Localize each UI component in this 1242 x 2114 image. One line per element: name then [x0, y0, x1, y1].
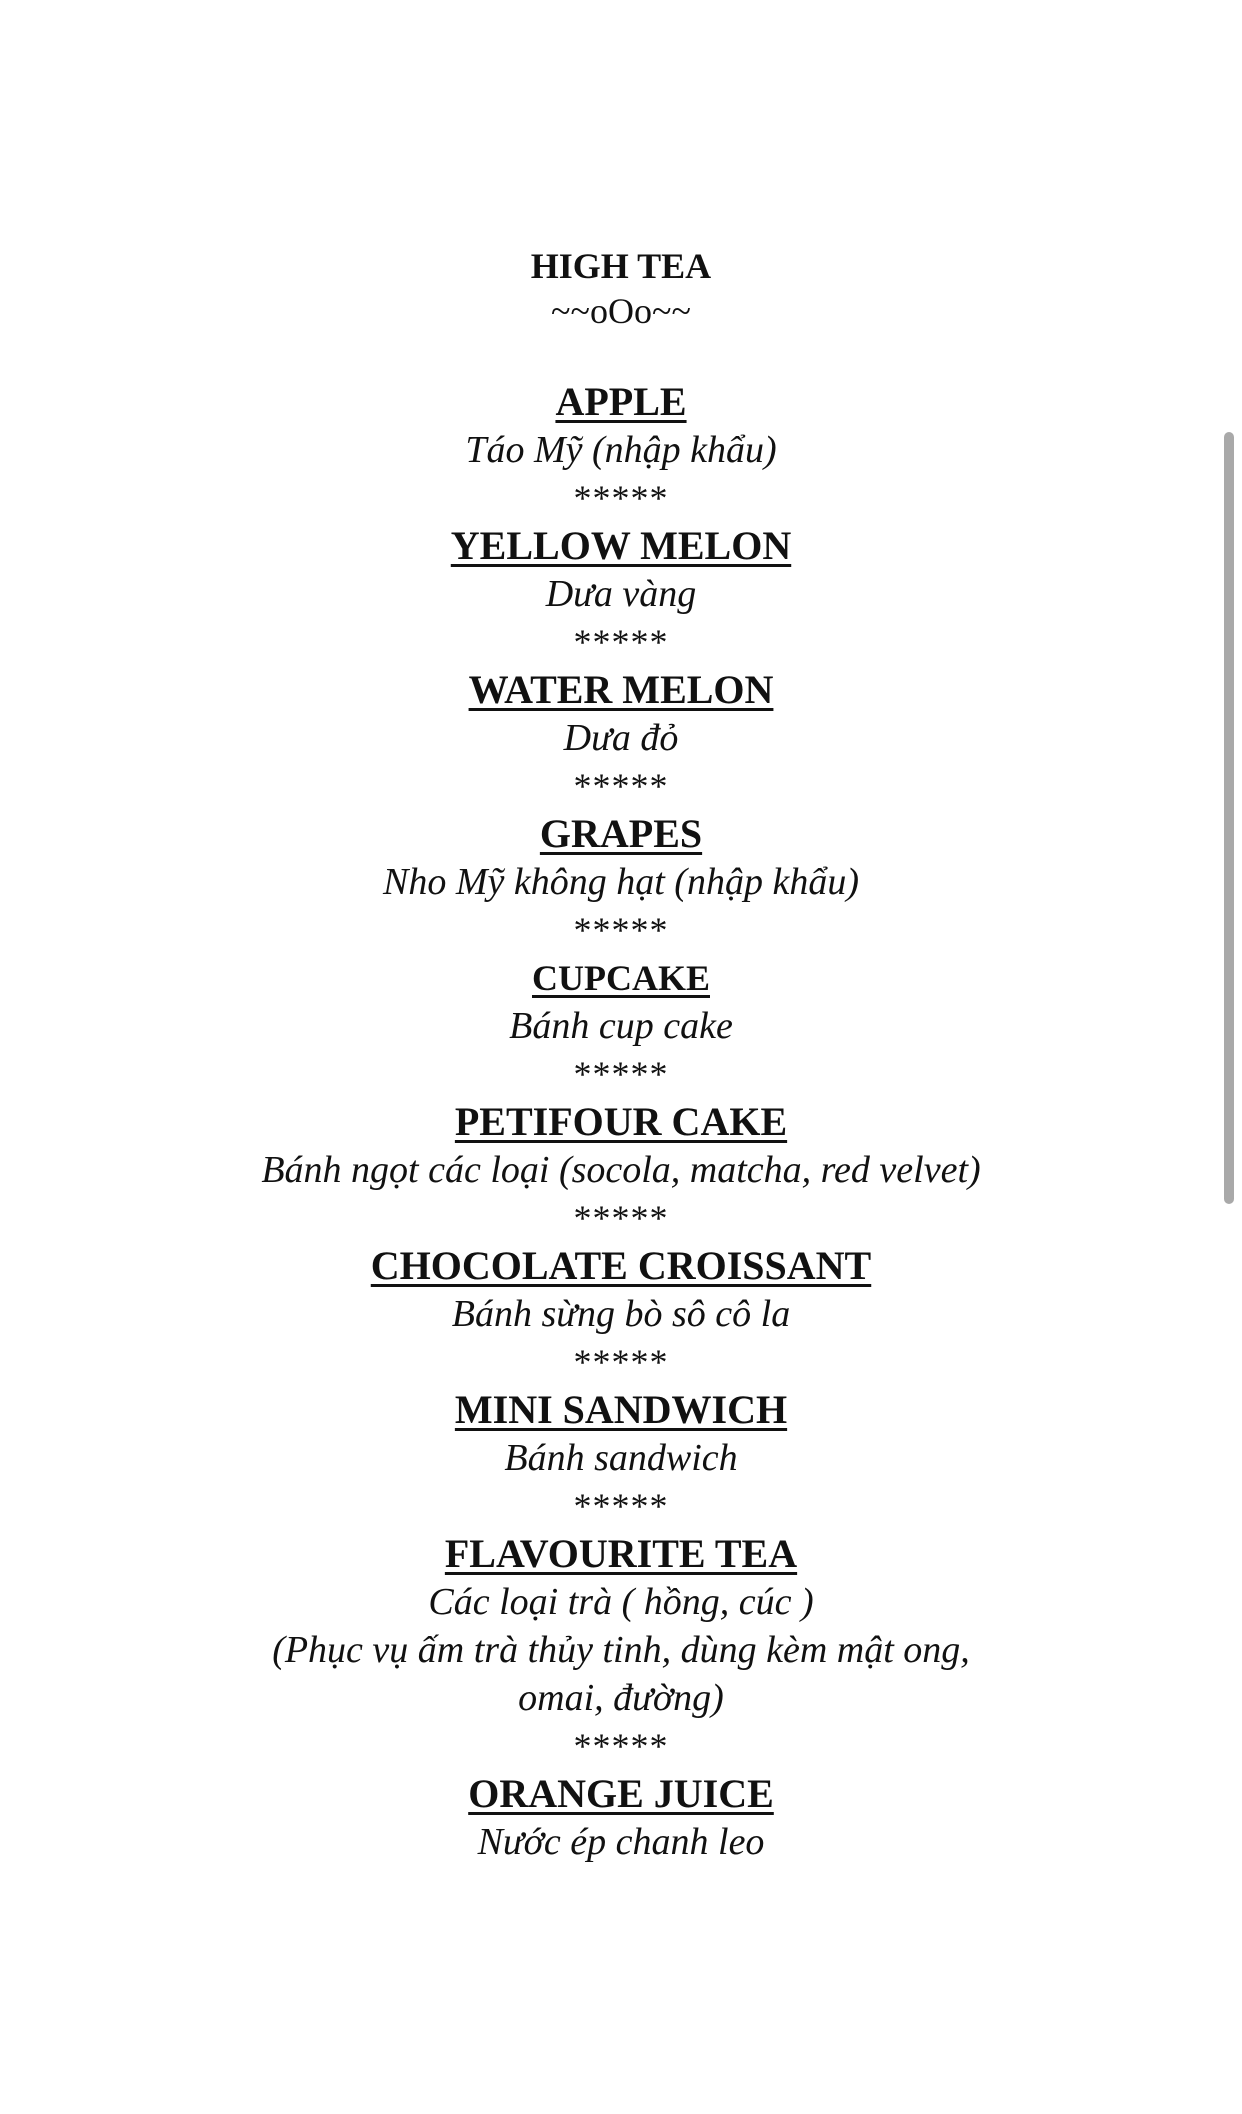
item-description: Táo Mỹ (nhập khẩu) [465, 429, 777, 471]
menu-item-yellow-melon [0, 522, 1242, 666]
menu-item-flavourite-tea [0, 1530, 1242, 1770]
menu-item-orange-juice [0, 1770, 1242, 1866]
item-separator: ***** [573, 1198, 669, 1238]
item-description: Bánh sừng bò sô cô la [451, 1293, 791, 1335]
item-name: MINI SANDWICH [454, 1387, 788, 1432]
item-separator: ***** [573, 766, 669, 806]
item-name: WATER MELON [468, 667, 774, 712]
item-description-note: omai, đường) [518, 1677, 724, 1719]
item-separator: ***** [573, 1342, 669, 1382]
menu-item-water-melon [0, 666, 1242, 810]
item-name: FLAVOURITE TEA [444, 1531, 798, 1576]
item-name: GRAPES [539, 811, 703, 856]
item-description: Bánh sandwich [504, 1437, 738, 1479]
item-separator: ***** [573, 622, 669, 662]
item-description: Nước ép chanh leo [477, 1821, 765, 1863]
item-description: Dưa đỏ [563, 717, 679, 759]
item-name: APPLE [555, 379, 687, 424]
menu-item-petifour-cake [0, 1098, 1242, 1242]
item-name: CHOCOLATE CROISSANT [370, 1243, 872, 1288]
item-separator: ***** [573, 1054, 669, 1094]
item-separator: ***** [573, 1486, 669, 1526]
menu-item-apple [0, 378, 1242, 522]
menu-item-cupcake [0, 954, 1242, 1098]
item-name: ORANGE JUICE [468, 1771, 774, 1816]
menu-list [0, 378, 1242, 1866]
item-name: YELLOW MELON [450, 523, 792, 568]
item-separator: ***** [573, 1726, 669, 1766]
item-description: Nho Mỹ không hạt (nhập khẩu) [383, 861, 859, 903]
item-description-note: (Phục vụ ấm trà thủy tinh, dùng kèm mật ong, [272, 1629, 970, 1671]
item-name: CUPCAKE [532, 958, 710, 998]
item-description: Bánh ngọt các loại (socola, matcha, red velvet) [261, 1149, 981, 1191]
title-ornament: ~~oOo~~ [551, 291, 691, 331]
item-description: Dưa vàng [545, 573, 697, 615]
menu-title: HIGH TEA [530, 246, 712, 286]
scrollbar[interactable] [1224, 432, 1234, 1204]
item-description: Bánh cup cake [509, 1005, 733, 1047]
item-separator: ***** [573, 910, 669, 950]
item-name: PETIFOUR CAKE [454, 1099, 788, 1144]
item-description: Các loại trà ( hồng, cúc ) [428, 1581, 814, 1623]
menu-item-chocolate-croissant [0, 1242, 1242, 1386]
menu-item-grapes [0, 810, 1242, 954]
menu-item-mini-sandwich [0, 1386, 1242, 1530]
item-separator: ***** [573, 478, 669, 518]
